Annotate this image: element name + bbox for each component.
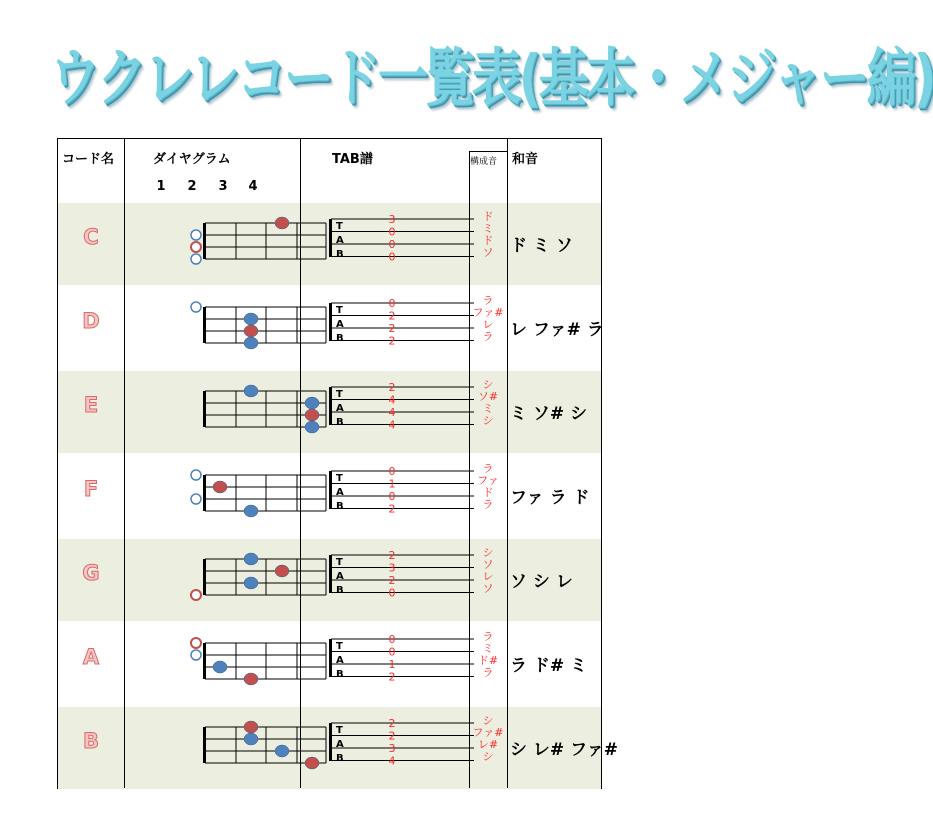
open-string-marker [191,230,201,240]
harmony-notes: レ ファ# ラ [510,320,604,340]
tab-staff [324,623,474,705]
tab-letter: A [336,571,344,582]
finger-dot [275,565,289,577]
tab-letter: A [336,739,344,750]
note-name: ラ [482,462,494,475]
harmony-notes: ラ ド# ミ [510,656,588,676]
tab-letter: T [336,305,343,316]
finger-dot [213,661,227,673]
finger-dot [244,673,258,685]
finger-dot [244,577,258,589]
tab-bar [329,555,332,593]
open-string-marker [191,494,201,504]
note-name: シ [482,378,494,391]
tab-fret-number: 3 [388,213,396,226]
chord-name: C [83,225,99,249]
chord-name: E [83,393,99,417]
column-divider [124,139,125,788]
tab-letter: B [336,753,344,764]
note-name: シ [482,750,494,763]
chord-row-c [58,203,601,285]
note-name: レ [482,318,494,331]
constituent-notes [469,623,507,705]
chord-row-a [58,623,601,705]
tab-fret-number: 0 [388,465,396,478]
chord-row-f [58,455,601,537]
finger-dot [305,409,319,421]
header-diagram: ダイヤグラム [153,152,231,167]
constituent-notes [469,539,507,621]
tab-fret-number: 1 [388,658,396,671]
open-string-marker [191,638,201,648]
tab-fret-number: 4 [388,393,396,407]
tab-staff [324,371,474,453]
finger-dot [244,313,258,325]
tab-fret-number: 0 [388,645,396,659]
nut [203,643,206,679]
chord-diagram [128,707,303,789]
constituent-notes [469,371,507,453]
tab-fret-number: 0 [388,238,396,251]
tab-letter: B [336,669,344,680]
tab-staff [324,707,474,789]
tab-letter: A [336,655,344,666]
fret-number: 4 [248,179,258,194]
tab-letter: T [336,473,343,484]
note-name: ド [482,234,494,247]
note-name: ラ [482,666,494,679]
open-string-marker [191,254,201,264]
tab-fret-number: 1 [388,477,396,491]
tab-fret-number: 0 [388,297,396,310]
note-name: レ# [477,738,499,751]
chord-name: B [82,729,99,753]
chord-diagram [128,539,303,621]
tab-letter: T [336,221,343,232]
tab-fret-number: 4 [388,406,396,419]
finger-dot [305,397,319,409]
header-chord-name: コード名 [62,152,115,167]
constituent-notes [469,455,507,537]
chord-diagram [128,455,303,537]
page-title: ウクレレコード一覧表(基本・メジャー編) [50,41,933,115]
tab-letter: T [336,725,343,736]
tab-fret-number: 2 [388,309,396,323]
finger-dot [244,337,258,349]
finger-dot [305,421,319,433]
note-name: ソ [482,246,494,259]
harmony-notes: ミ ソ# シ [510,404,588,424]
finger-dot [244,553,258,565]
tab-bar [329,387,332,425]
tab-bar [329,723,332,761]
note-name: ファ# [472,306,504,319]
tab-fret-number: 0 [388,250,396,264]
tab-letter: T [336,389,343,400]
finger-dot [244,385,258,397]
tab-letter: T [336,557,343,568]
note-name: ラ [482,294,494,307]
finger-dot [275,745,289,757]
chord-row-b [58,707,618,789]
open-string-marker [191,650,201,660]
chord-diagram [128,287,303,369]
tab-fret-number: 2 [388,717,396,730]
note-name: ソ [482,558,494,571]
constituent-notes [469,287,507,369]
open-string-marker [191,242,201,252]
note-name: ファ# [472,726,504,739]
tab-bar [329,471,332,509]
open-string-marker [191,302,201,312]
tab-fret-number: 2 [388,381,396,394]
tab-staff [324,203,474,285]
tab-staff [324,539,474,621]
column-divider [300,139,301,788]
harmony-notes: ファ ラ ド [510,488,590,508]
finger-dot [213,481,227,493]
tab-fret-number: 2 [388,322,396,335]
tab-letter: B [336,585,344,596]
tab-letter: A [336,319,344,330]
tab-fret-number: 2 [388,334,396,348]
finger-dot [244,325,258,337]
nut [203,391,206,427]
note-name: ミ [482,642,494,655]
tab-letter: B [336,333,344,344]
tab-letter: A [336,235,344,246]
finger-dot [244,505,258,517]
tab-fret-number: 2 [388,670,396,684]
fret-number: 2 [187,179,197,194]
fret-number: 3 [218,179,228,194]
tab-letter: T [336,641,343,652]
chord-diagram [128,623,303,705]
fret-number: 1 [156,179,166,194]
note-name: レ [482,570,494,583]
tab-fret-number: 0 [388,633,396,646]
nut [203,475,206,511]
harmony-notes: シ レ# ファ# [510,740,618,760]
header-tab: TAB譜 [332,152,373,167]
tab-fret-number: 4 [388,754,396,768]
tab-bar [329,639,332,677]
tab-letter: A [336,403,344,414]
open-string-marker [191,470,201,480]
tab-fret-number: 0 [388,586,396,600]
finger-dot [244,721,258,733]
tab-fret-number: 3 [388,561,396,575]
note-name: ラ [482,330,494,343]
nut [203,223,206,259]
note-name: シ [482,546,494,559]
note-name: ド# [477,654,499,667]
tab-fret-number: 2 [388,729,396,743]
chord-diagram [128,371,303,453]
note-name: ミ [482,402,494,415]
nut [203,727,206,763]
note-name: ソ [482,582,494,595]
note-name: ミ [482,222,494,235]
finger-dot [244,733,258,745]
finger-dot [275,217,289,229]
finger-dot [305,757,319,769]
chord-name: D [82,309,100,333]
note-name: ソ# [477,390,499,403]
tab-fret-number: 2 [388,549,396,562]
tab-fret-number: 0 [388,490,396,503]
chord-table [57,138,618,789]
column-divider [469,151,470,788]
tab-bar [329,219,332,257]
harmony-notes: ド ミ ソ [510,236,573,256]
tab-fret-number: 0 [388,225,396,239]
tab-staff [324,455,474,537]
chord-name: A [82,645,100,669]
chord-row-e [58,371,601,453]
constituent-notes [469,203,507,285]
chord-name: G [82,561,100,585]
constituent-notes [469,707,507,789]
note-name: ラ [482,630,494,643]
note-name: ラ [482,498,494,511]
note-name: ド [482,210,494,223]
chord-row-g [58,539,601,621]
note-name: シ [482,414,494,427]
tab-letter: B [336,249,344,260]
tab-staff [324,287,474,369]
chord-diagram [128,203,303,285]
chord-name: F [83,477,99,501]
tab-fret-number: 4 [388,418,396,432]
nut [203,559,206,595]
notes-header-border [469,151,507,152]
tab-fret-number: 2 [388,574,396,587]
harmony-notes: ソ シ レ [510,572,573,592]
open-string-marker [191,590,201,600]
header-notes: 構成音 [470,157,498,167]
nut [203,307,206,343]
tab-bar [329,303,332,341]
chord-row-d [58,287,604,369]
header-harmony: 和音 [512,152,539,167]
tab-letter: B [336,417,344,428]
note-name: ド [482,486,494,499]
tab-letter: B [336,501,344,512]
tab-fret-number: 3 [388,742,396,755]
column-divider [507,139,508,788]
note-name: ファ [477,474,499,487]
note-name: シ [482,714,494,727]
tab-letter: A [336,487,344,498]
tab-fret-number: 2 [388,502,396,516]
